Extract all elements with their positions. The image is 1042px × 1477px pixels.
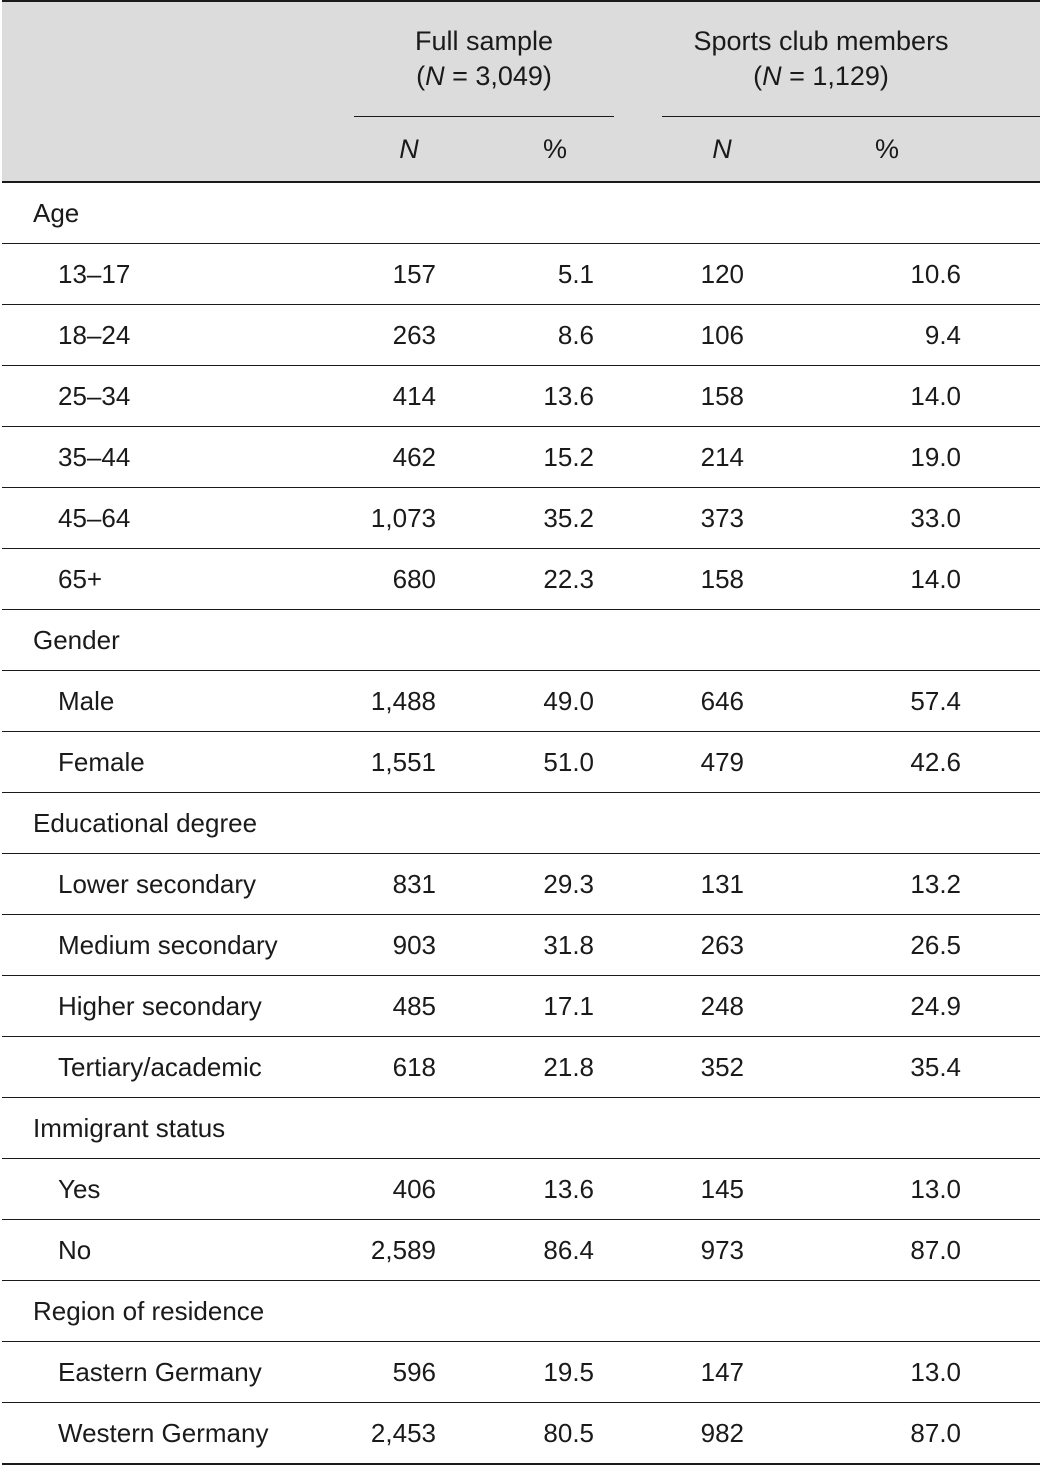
gap-cell bbox=[614, 671, 662, 732]
table-row bbox=[2, 976, 1040, 1037]
section-title: Region of residence bbox=[2, 1281, 1040, 1342]
club-pct: 9.4 bbox=[792, 305, 1040, 366]
club-pct: 14.0 bbox=[792, 366, 1040, 427]
club-n: 120 bbox=[662, 244, 792, 305]
header-gap-cell bbox=[614, 1, 662, 117]
club-pct: 87.0 bbox=[792, 1220, 1040, 1281]
club-pct: 13.2 bbox=[792, 854, 1040, 915]
full-sample-n: 406 bbox=[354, 1159, 484, 1220]
table-row bbox=[2, 854, 1040, 915]
club-n: 131 bbox=[662, 854, 792, 915]
sub-n-club: N bbox=[662, 117, 792, 182]
club-n: 158 bbox=[662, 549, 792, 610]
full-sample-n: 462 bbox=[354, 427, 484, 488]
club-n: 263 bbox=[662, 915, 792, 976]
club-pct: 26.5 bbox=[792, 915, 1040, 976]
full-sample-pct: 17.1 bbox=[484, 976, 614, 1037]
club-n: 248 bbox=[662, 976, 792, 1037]
section-title: Age bbox=[2, 182, 1040, 244]
full-sample-pct: 13.6 bbox=[484, 366, 614, 427]
club-n: 373 bbox=[662, 488, 792, 549]
row-label: 25–34 bbox=[2, 366, 354, 427]
sub-gap-cell bbox=[614, 117, 662, 182]
full-sample-n: 1,488 bbox=[354, 671, 484, 732]
full-sample-pct: 15.2 bbox=[484, 427, 614, 488]
group-title: Full sample bbox=[414, 26, 554, 56]
full-sample-pct: 5.1 bbox=[484, 244, 614, 305]
club-pct: 35.4 bbox=[792, 1037, 1040, 1098]
group-n: (N = 1,129) bbox=[662, 59, 1040, 117]
header-sub-row bbox=[2, 117, 1040, 182]
row-label: Male bbox=[2, 671, 354, 732]
row-label: 18–24 bbox=[2, 305, 354, 366]
club-n: 352 bbox=[662, 1037, 792, 1098]
sub-pct-club: % bbox=[792, 117, 1040, 182]
gap-cell bbox=[614, 1403, 662, 1465]
header-empty-cell bbox=[2, 1, 354, 117]
full-sample-n: 596 bbox=[354, 1342, 484, 1403]
club-n: 106 bbox=[662, 305, 792, 366]
group-title: Sports club members bbox=[693, 26, 949, 56]
demographics-table-container bbox=[2, 0, 1040, 1465]
full-sample-n: 157 bbox=[354, 244, 484, 305]
full-sample-n: 680 bbox=[354, 549, 484, 610]
sub-n-full: N bbox=[354, 117, 484, 182]
table-row bbox=[2, 305, 1040, 366]
full-sample-pct: 19.5 bbox=[484, 1342, 614, 1403]
row-label: Medium secondary bbox=[2, 915, 354, 976]
row-label: 13–17 bbox=[2, 244, 354, 305]
full-sample-pct: 22.3 bbox=[484, 549, 614, 610]
header-group-sports-club bbox=[662, 1, 1040, 117]
section-row bbox=[2, 182, 1040, 244]
section-title: Educational degree bbox=[2, 793, 1040, 854]
club-n: 145 bbox=[662, 1159, 792, 1220]
club-pct: 13.0 bbox=[792, 1159, 1040, 1220]
full-sample-n: 1,073 bbox=[354, 488, 484, 549]
full-sample-n: 2,589 bbox=[354, 1220, 484, 1281]
table-row bbox=[2, 427, 1040, 488]
table-row bbox=[2, 671, 1040, 732]
header-group-full-sample bbox=[354, 1, 614, 117]
table-body bbox=[2, 182, 1040, 1464]
row-label: Female bbox=[2, 732, 354, 793]
club-n: 147 bbox=[662, 1342, 792, 1403]
demographics-table bbox=[2, 0, 1040, 1465]
gap-cell bbox=[614, 366, 662, 427]
row-label: Lower secondary bbox=[2, 854, 354, 915]
row-label: 65+ bbox=[2, 549, 354, 610]
row-label: Eastern Germany bbox=[2, 1342, 354, 1403]
club-pct: 87.0 bbox=[792, 1403, 1040, 1465]
full-sample-pct: 31.8 bbox=[484, 915, 614, 976]
table-row bbox=[2, 1159, 1040, 1220]
row-label: Yes bbox=[2, 1159, 354, 1220]
gap-cell bbox=[614, 915, 662, 976]
gap-cell bbox=[614, 244, 662, 305]
club-pct: 14.0 bbox=[792, 549, 1040, 610]
club-n: 158 bbox=[662, 366, 792, 427]
section-row bbox=[2, 1098, 1040, 1159]
section-title: Gender bbox=[2, 610, 1040, 671]
sub-pct-full: % bbox=[484, 117, 614, 182]
full-sample-n: 1,551 bbox=[354, 732, 484, 793]
full-sample-n: 414 bbox=[354, 366, 484, 427]
full-sample-n: 485 bbox=[354, 976, 484, 1037]
full-sample-n: 618 bbox=[354, 1037, 484, 1098]
full-sample-pct: 29.3 bbox=[484, 854, 614, 915]
section-title: Immigrant status bbox=[2, 1098, 1040, 1159]
section-row bbox=[2, 610, 1040, 671]
row-label: No bbox=[2, 1220, 354, 1281]
table-row bbox=[2, 1220, 1040, 1281]
table-row bbox=[2, 488, 1040, 549]
row-label: 35–44 bbox=[2, 427, 354, 488]
club-pct: 13.0 bbox=[792, 1342, 1040, 1403]
table-row bbox=[2, 1037, 1040, 1098]
full-sample-pct: 8.6 bbox=[484, 305, 614, 366]
gap-cell bbox=[614, 488, 662, 549]
table-row bbox=[2, 549, 1040, 610]
group-n: (N = 3,049) bbox=[354, 59, 614, 117]
full-sample-pct: 35.2 bbox=[484, 488, 614, 549]
club-n: 214 bbox=[662, 427, 792, 488]
gap-cell bbox=[614, 1159, 662, 1220]
full-sample-pct: 13.6 bbox=[484, 1159, 614, 1220]
full-sample-pct: 49.0 bbox=[484, 671, 614, 732]
gap-cell bbox=[614, 1220, 662, 1281]
table-row bbox=[2, 915, 1040, 976]
club-pct: 57.4 bbox=[792, 671, 1040, 732]
club-pct: 42.6 bbox=[792, 732, 1040, 793]
club-pct: 24.9 bbox=[792, 976, 1040, 1037]
gap-cell bbox=[614, 1342, 662, 1403]
full-sample-n: 263 bbox=[354, 305, 484, 366]
club-pct: 10.6 bbox=[792, 244, 1040, 305]
table-row bbox=[2, 244, 1040, 305]
row-label: Higher secondary bbox=[2, 976, 354, 1037]
row-label: Western Germany bbox=[2, 1403, 354, 1465]
full-sample-pct: 21.8 bbox=[484, 1037, 614, 1098]
table-row bbox=[2, 1403, 1040, 1465]
section-row bbox=[2, 793, 1040, 854]
table-row bbox=[2, 1342, 1040, 1403]
club-n: 982 bbox=[662, 1403, 792, 1465]
club-pct: 19.0 bbox=[792, 427, 1040, 488]
row-label: Tertiary/academic bbox=[2, 1037, 354, 1098]
table-row bbox=[2, 732, 1040, 793]
full-sample-n: 2,453 bbox=[354, 1403, 484, 1465]
gap-cell bbox=[614, 305, 662, 366]
full-sample-n: 903 bbox=[354, 915, 484, 976]
gap-cell bbox=[614, 1037, 662, 1098]
full-sample-pct: 51.0 bbox=[484, 732, 614, 793]
club-n: 479 bbox=[662, 732, 792, 793]
gap-cell bbox=[614, 732, 662, 793]
row-label: 45–64 bbox=[2, 488, 354, 549]
sub-empty-cell bbox=[2, 117, 354, 182]
club-n: 646 bbox=[662, 671, 792, 732]
club-n: 973 bbox=[662, 1220, 792, 1281]
table-row bbox=[2, 366, 1040, 427]
full-sample-n: 831 bbox=[354, 854, 484, 915]
header-group-row bbox=[2, 1, 1040, 117]
table-header bbox=[2, 1, 1040, 182]
club-pct: 33.0 bbox=[792, 488, 1040, 549]
full-sample-pct: 86.4 bbox=[484, 1220, 614, 1281]
full-sample-pct: 80.5 bbox=[484, 1403, 614, 1465]
gap-cell bbox=[614, 427, 662, 488]
gap-cell bbox=[614, 976, 662, 1037]
gap-cell bbox=[614, 854, 662, 915]
gap-cell bbox=[614, 549, 662, 610]
section-row bbox=[2, 1281, 1040, 1342]
